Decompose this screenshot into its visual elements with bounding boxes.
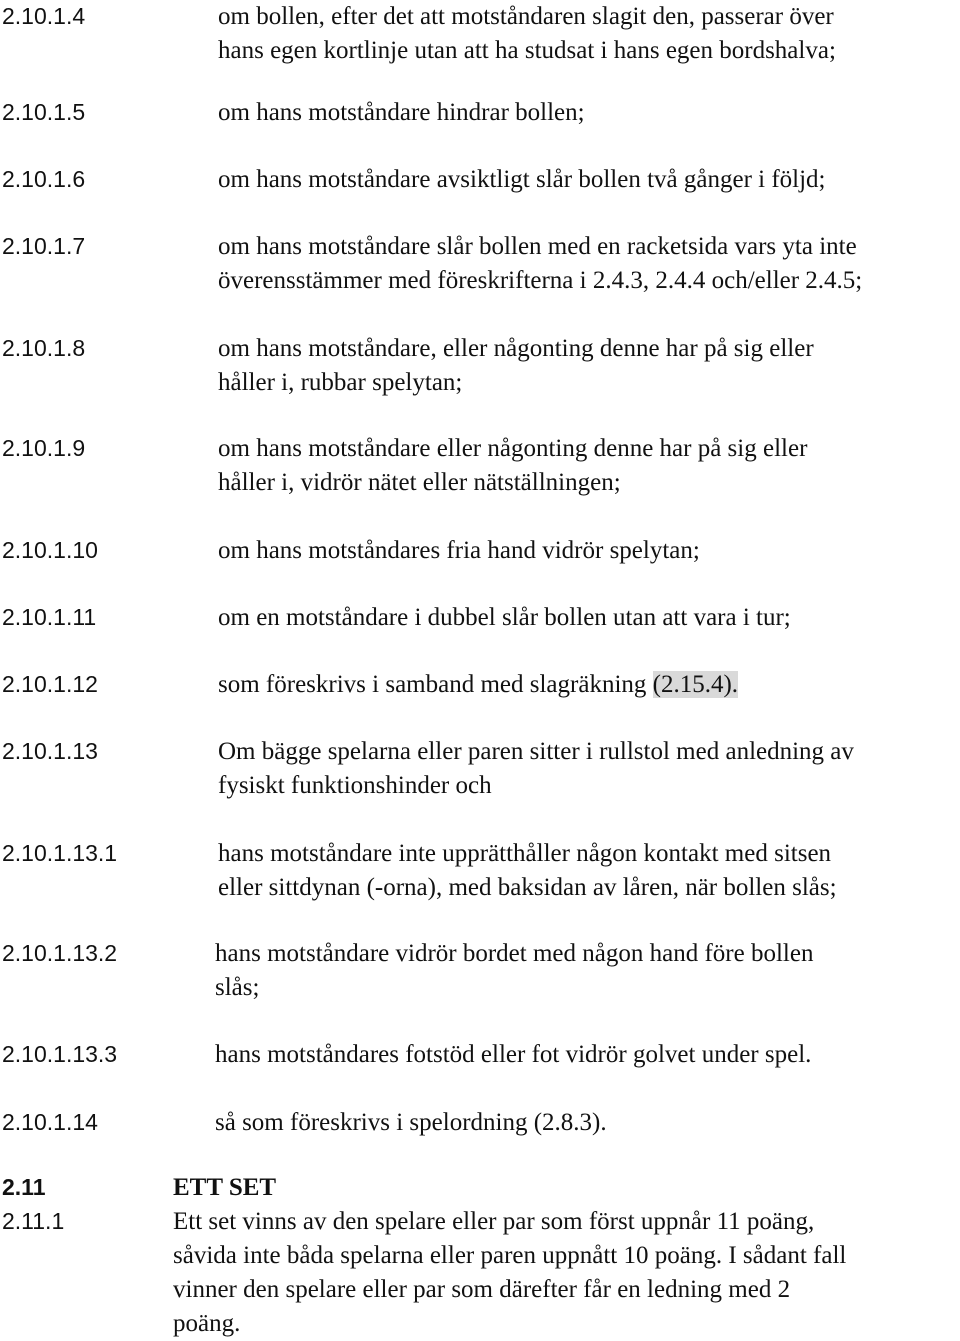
rule-number: 2.10.1.9 [2, 435, 86, 461]
rule-text: om en motståndare i dubbel slår bollen utan att vara i tur; [218, 604, 791, 631]
rule-text: om bollen, efter det att motståndaren slagit den, passerar över hans egen kortlinje utan att ha studsat i hans egen bordshalva; [218, 3, 836, 64]
rule-text: om hans motståndare avsiktligt slår bollen två gånger i följd; [218, 166, 826, 193]
rule-number: 2.10.1.10 [2, 537, 98, 563]
rule-number: 2.10.1.8 [2, 335, 86, 361]
rule-text: om hans motståndare eller någonting denne har på sig eller håller i, vidrör nätet eller nätställningen; [218, 435, 808, 496]
rule-text: hans motståndare vidrör bordet med någon hand före bollen slås; [215, 940, 814, 1001]
rule-number: 2.10.1.11 [2, 604, 97, 630]
section-number: 2.11 [2, 1174, 46, 1200]
rule-number: 2.10.1.13.2 [2, 940, 118, 966]
rule-text: om hans motståndare, eller någonting denne har på sig eller håller i, rubbar spelytan; [218, 335, 814, 396]
rule-number: 2.10.1.7 [2, 233, 86, 259]
highlighted-reference: (2.15.4). [652, 671, 739, 698]
rule-text: som föreskrivs i samband med slagräkning (2.15.4). [218, 671, 739, 698]
rule-number: 2.10.1.13 [2, 738, 98, 764]
section-title: ETT SET [173, 1174, 277, 1201]
rule-text: hans motståndares fotstöd eller fot vidrör golvet under spel. [215, 1041, 812, 1068]
rule-number: 2.10.1.14 [2, 1109, 98, 1135]
rule-number: 2.10.1.13.1 [2, 840, 118, 866]
rule-number: 2.10.1.13.3 [2, 1041, 118, 1067]
rule-number: 2.10.1.5 [2, 99, 86, 125]
rule-number: 2.10.1.4 [2, 3, 86, 29]
rule-text: så som föreskrivs i spelordning (2.8.3). [215, 1109, 607, 1136]
rule-text: om hans motståndares fria hand vidrör spelytan; [218, 537, 700, 564]
rule-text: hans motståndare inte upprätthåller någon kontakt med sitsen eller sittdynan (-orna), med baksidan av låren, när bollen slås; [218, 840, 837, 901]
rule-text: om hans motståndare hindrar bollen; [218, 99, 585, 126]
rule-number: 2.11.1 [2, 1208, 65, 1234]
rule-text: Ett set vinns av den spelare eller par som först uppnår 11 poäng, såvida inte båda spelarna eller paren uppnått 10 poäng. I sådant fall vinner den spelare eller par som därefter får en ledning med 2 poäng. [173, 1208, 847, 1337]
rule-text: om hans motståndare slår bollen med en racketsida vars yta inte överensstämmer med föreskrifterna i 2.4.3, 2.4.4 och/eller 2.4.5; [218, 233, 863, 294]
rule-text: Om bägge spelarna eller paren sitter i rullstol med anledning av fysiskt funktionshinder och [218, 738, 854, 799]
rule-number: 2.10.1.6 [2, 166, 86, 192]
rule-number: 2.10.1.12 [2, 671, 98, 697]
